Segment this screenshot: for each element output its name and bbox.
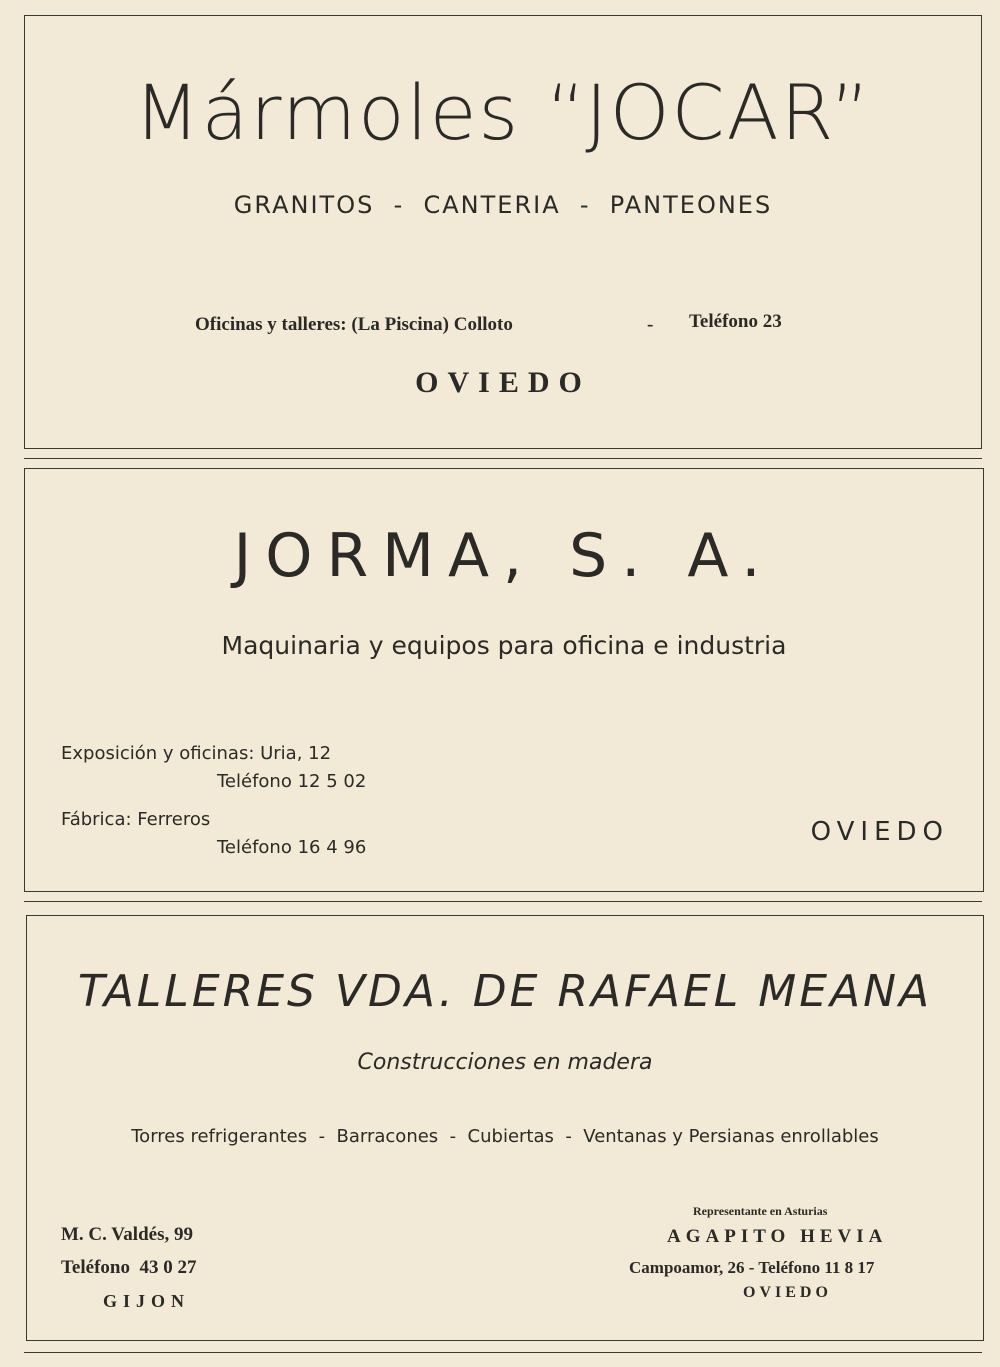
ad-jocar bbox=[24, 15, 982, 449]
left-address: M. C. Valdés, 99 bbox=[61, 1224, 193, 1245]
exhibition-address: Exposición y oficinas: Uria, 12 bbox=[61, 743, 332, 764]
rep-label: Representante en Asturias bbox=[693, 1204, 828, 1218]
ad-subtitle: Maquinaria y equipos para oficina e industria bbox=[221, 631, 787, 660]
factory-address: Fábrica: Ferreros bbox=[61, 809, 211, 830]
factory-phone: Teléfono 16 4 96 bbox=[217, 837, 367, 858]
exhibition-phone: Teléfono 12 5 02 bbox=[217, 771, 367, 792]
rep-address: Campoamor, 26 - Teléfono 11 8 17 bbox=[629, 1258, 875, 1277]
divider bbox=[24, 1352, 982, 1353]
left-city: GIJON bbox=[103, 1291, 191, 1311]
ad-meana bbox=[26, 915, 984, 1341]
ad-city: OVIEDO bbox=[810, 817, 949, 847]
ad-separator: - bbox=[647, 314, 654, 335]
ad-city: OVIEDO bbox=[415, 366, 591, 399]
divider bbox=[24, 901, 982, 902]
products: Torres refrigerantes - Barracones - Cubiertas - Ventanas y Persianas enrollables bbox=[131, 1126, 879, 1147]
divider bbox=[24, 458, 982, 459]
rep-name: AGAPITO HEVIA bbox=[667, 1226, 888, 1247]
left-phone: Teléfono 43 0 27 bbox=[61, 1257, 197, 1278]
rep-city: OVIEDO bbox=[743, 1284, 832, 1301]
ad-jorma bbox=[24, 468, 984, 892]
ad-title: Mármoles “JOCAR” bbox=[134, 68, 872, 157]
ad-title: JORMA, S. A. bbox=[233, 521, 775, 591]
ad-subtitle: Construcciones en madera bbox=[357, 1050, 653, 1075]
ad-address: Oficinas y talleres: (La Piscina) Colloto bbox=[195, 314, 513, 335]
ad-phone: Teléfono 23 bbox=[689, 311, 782, 332]
ad-subtitle: GRANITOS - CANTERIA - PANTEONES bbox=[233, 191, 773, 219]
ad-title: TALLERES VDA. DE RAFAEL MEANA bbox=[77, 966, 933, 1017]
